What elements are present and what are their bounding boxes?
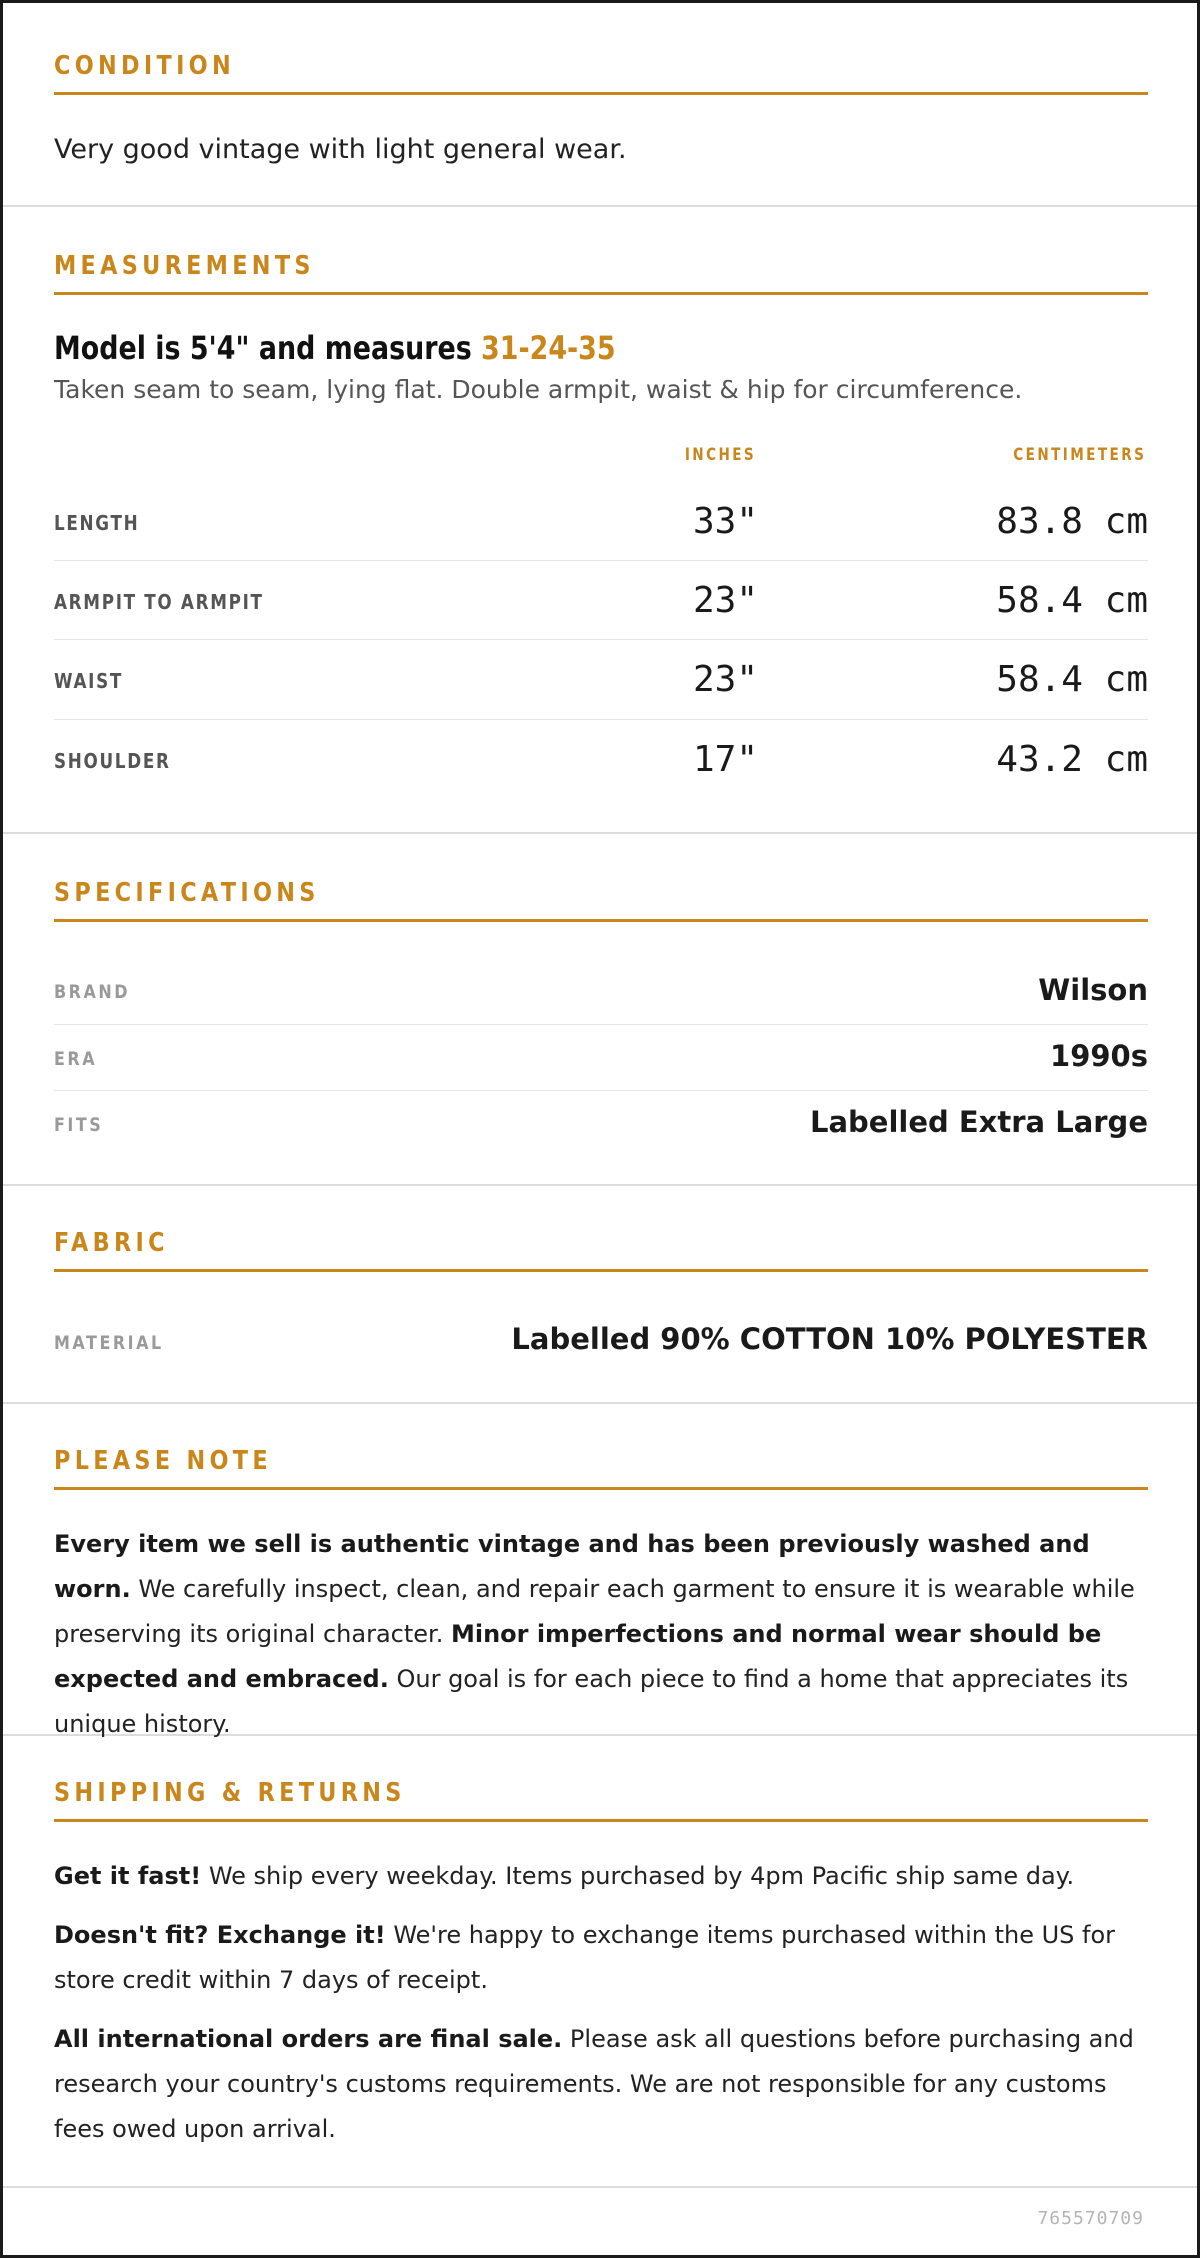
col-header-inches: INCHES <box>684 445 756 465</box>
spec-label: ERA <box>54 1048 98 1070</box>
shipping-section <box>3 1736 1197 2188</box>
please-note-text-2: Our goal is for each piece to find a home that appreciates its unique history. <box>54 1665 1129 1738</box>
measurements-title: MEASUREMENTS <box>54 251 1148 295</box>
measurement-label: WAIST <box>54 669 123 693</box>
condition-title: CONDITION <box>54 51 1148 95</box>
spec-row <box>54 958 1148 1025</box>
please-note-section <box>3 1404 1197 1736</box>
spec-value: Wilson <box>1038 973 1148 1007</box>
model-figure: 31-24-35 <box>481 329 616 367</box>
condition-section <box>3 3 1197 207</box>
specifications-title: SPECIFICATIONS <box>54 878 1148 922</box>
please-note-bold-1: Every item we sell is authentic vintage and has been previously washed and worn. <box>54 1530 1090 1603</box>
measurement-cm: 83.8 cm <box>996 501 1148 542</box>
shipping-text-3: Please ask all questions before purchasing and research your country's customs requirements. We are not responsible for any customs fees owed upon arrival. <box>54 2025 1134 2143</box>
shipping-bold-3: All international orders are final sale. <box>54 2025 563 2053</box>
shipping-paragraph-1 <box>54 1854 1148 1899</box>
measurement-label: ARMPIT TO ARMPIT <box>54 590 264 614</box>
measurement-label: SHOULDER <box>54 749 171 773</box>
spec-row <box>54 1091 1148 1158</box>
measurement-label: LENGTH <box>54 511 140 535</box>
product-id: 765570709 <box>1037 2208 1144 2229</box>
measurement-cm: 43.2 cm <box>996 739 1148 780</box>
please-note-text-1: We carefully inspect, clean, and repair each garment to ensure it is wearable while preserving its original character. <box>54 1575 1135 1648</box>
spec-value: Labelled Extra Large <box>809 1105 1148 1139</box>
fabric-row <box>54 1304 1148 1374</box>
please-note-bold-2: Minor imperfections and normal wear should be expected and embraced. <box>54 1620 1102 1693</box>
please-note-title: PLEASE NOTE <box>54 1446 1148 1490</box>
measurement-row <box>54 720 1148 800</box>
measurement-inches: 23" <box>692 659 758 700</box>
condition-text: Very good vintage with light general wear. <box>54 134 627 165</box>
spec-label: FITS <box>54 1114 104 1136</box>
shipping-text-1: We ship every weekday. Items purchased by 4pm Pacific ship same day. <box>201 1862 1075 1890</box>
fabric-label: MATERIAL <box>54 1332 164 1354</box>
measurements-section <box>3 207 1197 834</box>
shipping-paragraph-3 <box>54 2017 1148 2152</box>
measurement-inches: 23" <box>692 580 758 621</box>
fabric-value: Labelled 90% COTTON 10% POLYESTER <box>511 1322 1148 1356</box>
measurement-row <box>54 640 1148 720</box>
measurements-note: Taken seam to seam, lying flat. Double armpit, waist & hip for circumference. <box>54 375 1023 404</box>
model-prefix: Model is 5'4" and measures <box>54 329 482 367</box>
specifications-section <box>3 834 1197 1186</box>
measurement-inches: 17" <box>692 739 758 780</box>
shipping-paragraph-2 <box>54 1913 1148 2003</box>
measurement-cm: 58.4 cm <box>996 659 1148 700</box>
please-note-text <box>54 1522 1148 1747</box>
shipping-bold-2: Doesn't fit? Exchange it! <box>54 1921 386 1949</box>
fabric-section <box>3 1186 1197 1404</box>
model-info <box>54 329 1148 373</box>
spec-label: BRAND <box>54 981 131 1003</box>
measurement-cm: 58.4 cm <box>996 580 1148 621</box>
col-header-centimeters: CENTIMETERS <box>1012 445 1146 465</box>
shipping-title: SHIPPING & RETURNS <box>54 1778 1148 1822</box>
spec-value: 1990s <box>1050 1039 1148 1073</box>
shipping-bold-1: Get it fast! <box>54 1862 202 1890</box>
spec-row <box>54 1025 1148 1091</box>
fabric-title: FABRIC <box>54 1228 1148 1272</box>
measurement-row <box>54 481 1148 561</box>
measurement-row <box>54 561 1148 640</box>
measurement-inches: 33" <box>692 501 758 542</box>
shipping-text-2: We're happy to exchange items purchased within the US for store credit within 7 days of receipt. <box>54 1921 1116 1994</box>
